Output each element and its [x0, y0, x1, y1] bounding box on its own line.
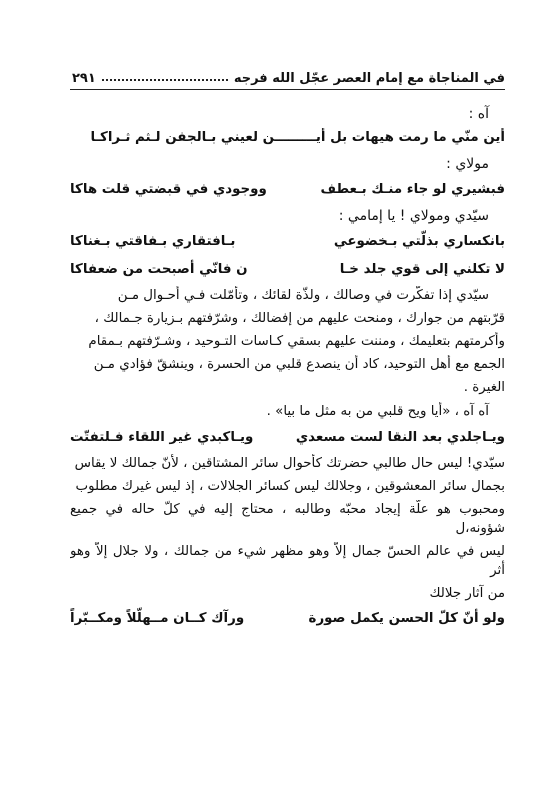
verse-4-left-hemistich: ن فانّي أصبحت من ضعفاكا: [70, 262, 248, 277]
verse-6-right-hemistich: ولو أنّ كلّ الحسن يكمل صورة: [308, 611, 505, 626]
paragraph-2-line: سيّدي! ليس حال طالبي حضرتك كأحوال سائر المشتاقين ، لأنّ جمالك لا يقاس: [74, 456, 505, 471]
verse-3: [70, 232, 505, 252]
address-line-1: مولاي :: [446, 156, 489, 172]
address-line-2: سيّدي ومولاي ! يا إمامي :: [338, 208, 489, 224]
header-leader-dots: [102, 79, 228, 81]
intro-line: آه :: [468, 106, 489, 122]
verse-5: [70, 428, 505, 448]
paragraph-2: [70, 454, 505, 603]
verse-3-right-hemistich: بانكساري بذلّتي بـخضوعي: [333, 234, 505, 249]
paragraph-1-line: الجمع مع أهل التوحيد، كاد أن ينصدع قلبي من الحسرة ، وينشقّ فؤادي مـن: [93, 357, 505, 372]
header-title: في المناجاة مع إمام العصر عجّل الله فرجه: [233, 71, 505, 86]
verse-6-left-hemistich: ورآك كــان مــهلّلاً ومكــبّراً: [70, 611, 245, 626]
verse-2: [70, 180, 505, 200]
paragraph-2-line: ليس في عالم الحسّ جمال إلاّ وهو مظهر شيء من جمالك ، ولا جلال إلاّ وهو أثر: [70, 544, 505, 578]
paragraph-2-line: بجمال سائر المعشوقين ، وجلالك ليس كسائر الجلالات ، إذ ليس غيرك مطلوب: [75, 479, 505, 494]
page-body: [70, 104, 505, 629]
verse-6: [70, 609, 505, 629]
quote-line: آه آه ، «أيا ويح قلبي من به مثل ما بيا» .: [266, 404, 489, 419]
page-number: ٢٩١: [72, 71, 96, 86]
paragraph-2-line: ومحبوب هو علّة إيجاد محبّه وطالبه ، محتاج إليه في كلّ حاله في جميع شؤونه،ل: [70, 502, 505, 536]
verse-4-right-hemistich: لا تكلني إلى قوي جلد خـا: [339, 262, 505, 277]
verse-2-right-hemistich: فبشيري لو جاء منـك بـعطف: [320, 182, 505, 197]
verse-3-left-hemistich: بـافتقاري بـفاقتي بـغناكا: [70, 234, 236, 249]
verse-1: أين منّي ما رمت هيهات بل أيـــــــــن لعيني بـالجفن لـثم ثـراكـا: [90, 130, 505, 145]
paragraph-1-line: سيّدي إذا تفكّرت في وصالك ، ولذّة لقائك ، وتأمّلت فـي أحـوال مـن: [117, 288, 489, 303]
verse-2-left-hemistich: ووجودي في قبضتي قلت هاكا: [70, 182, 267, 197]
verse-4: [70, 260, 505, 280]
paragraph-2-line: من آثار جلالك: [429, 586, 505, 601]
header-rule: [70, 89, 505, 90]
paragraph-1: [70, 286, 505, 397]
paragraph-1-line: الغيرة .: [463, 380, 505, 395]
verse-5-right-hemistich: ويـاجلدي بعد النقا لست مسعدي: [295, 430, 505, 445]
paragraph-1-line: قرّبتهم من جوارك ، ومنحت عليهم من إفضالك ، وشرّفتهم بـزيارة جـمالك ،: [94, 311, 505, 326]
verse-5-left-hemistich: ويـاكبدي غير اللقاء فـلتفتّت: [70, 430, 254, 445]
running-header: [72, 64, 505, 86]
paragraph-1-line: وأكرمتهم بتعليمك ، ومننت عليهم بسقي كـاسات التـوحيد ، وشـرّفتهم بـمقام: [88, 334, 505, 349]
